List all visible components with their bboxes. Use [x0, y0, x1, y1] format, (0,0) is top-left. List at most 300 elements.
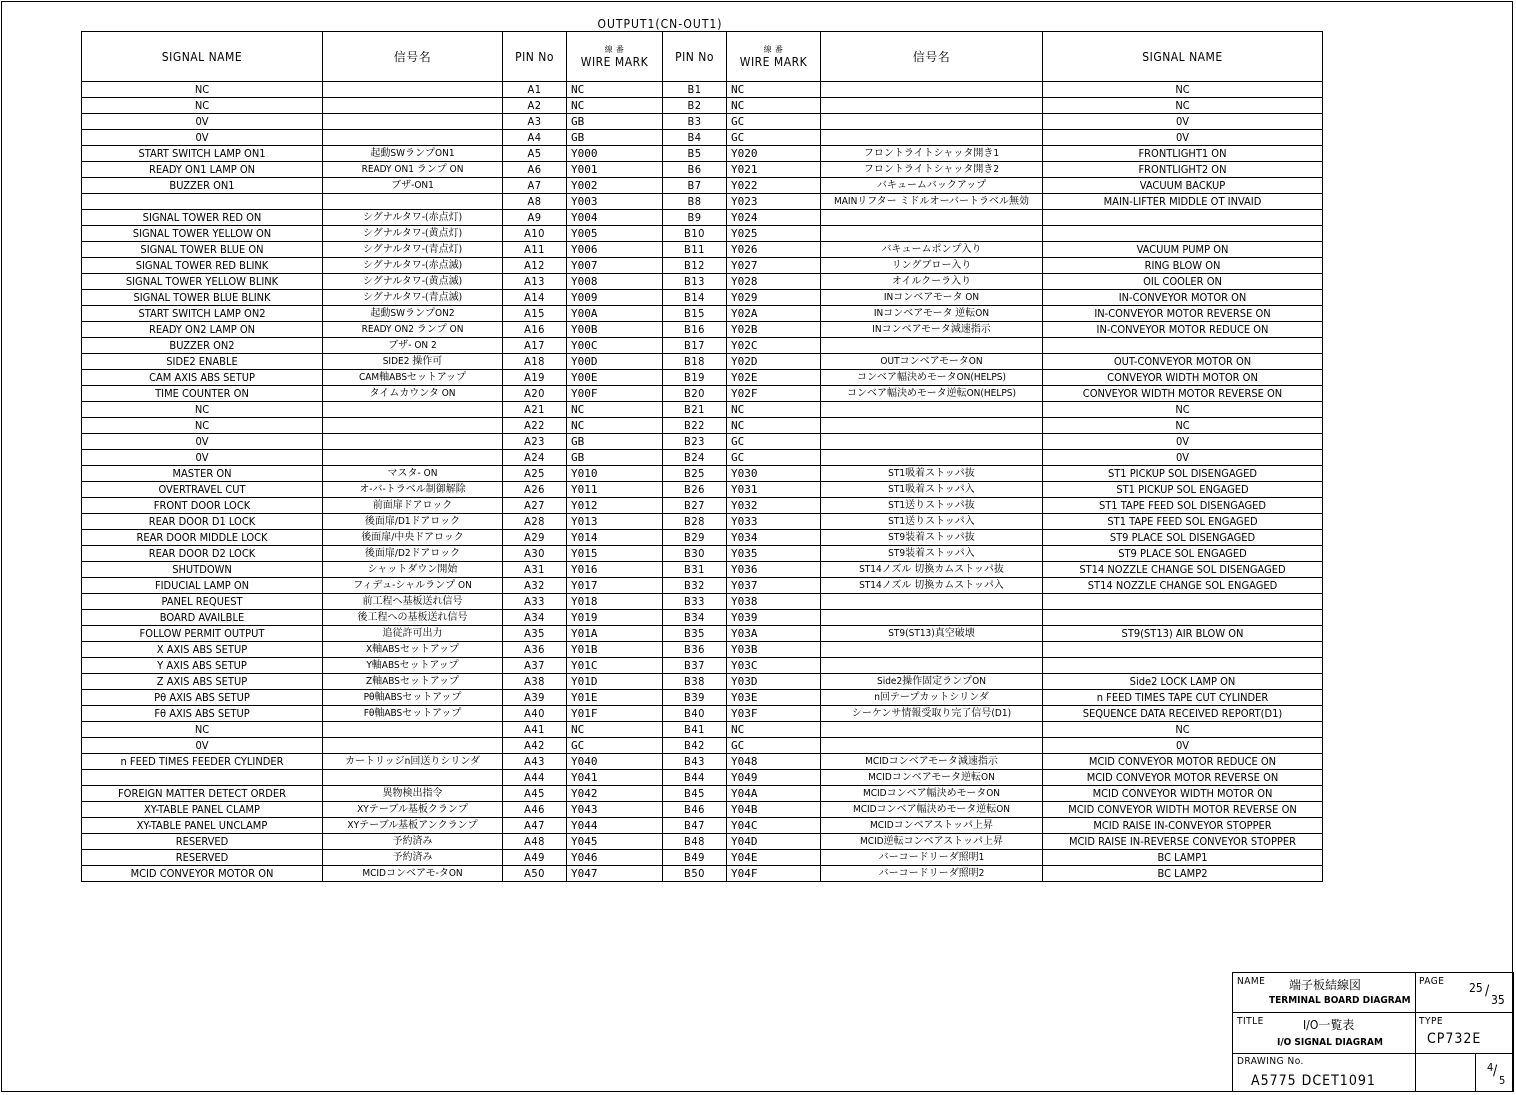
cell-signal-name-left: OVERTRAVEL CUT — [82, 482, 323, 498]
cell-pin-b: B43 — [663, 754, 727, 770]
cell-pin-b: B29 — [663, 530, 727, 546]
header-signal-name-right: SIGNAL NAME — [1043, 32, 1323, 82]
cell-pin-a: A20 — [503, 386, 567, 402]
cell-wire-mark-b: NC — [727, 418, 821, 434]
cell-wire-mark-b: Y02C — [727, 338, 821, 354]
cell-signal-name-left: 0V — [82, 130, 323, 146]
cell-wire-mark-a: Y006 — [567, 242, 663, 258]
title-block — [1232, 972, 1514, 1092]
cell-jp-name-left: 後面扉/D2ドアロック — [323, 546, 503, 562]
cell-wire-mark-a: Y012 — [567, 498, 663, 514]
cell-signal-name-left: NC — [82, 98, 323, 114]
cell-signal-name-right: ST1 TAPE FEED SOL ENGAGED — [1043, 514, 1323, 530]
cell-jp-name-right — [821, 738, 1043, 754]
cell-jp-name-left: Fθ軸ABSセットアップ — [323, 706, 503, 722]
cell-pin-a: A8 — [503, 194, 567, 210]
cell-wire-mark-b: Y03D — [727, 674, 821, 690]
cell-jp-name-right: バキュームポンプ入り — [821, 242, 1043, 258]
cell-jp-name-right — [821, 610, 1043, 626]
table-row — [82, 194, 1323, 210]
cell-wire-mark-b: Y049 — [727, 770, 821, 786]
cell-signal-name-left: NC — [82, 402, 323, 418]
cell-signal-name-left: FOLLOW PERMIT OUTPUT — [82, 626, 323, 642]
table-row — [82, 642, 1323, 658]
cell-jp-name-right: フロントライトシャッタ開き1 — [821, 146, 1043, 162]
cell-signal-name-left: Z AXIS ABS SETUP — [82, 674, 323, 690]
cell-jp-name-right — [821, 98, 1043, 114]
table-row — [82, 706, 1323, 722]
cell-pin-b: B27 — [663, 498, 727, 514]
cell-pin-a: A45 — [503, 786, 567, 802]
table-row — [82, 738, 1323, 754]
table-row — [82, 498, 1323, 514]
cell-wire-mark-b: GC — [727, 434, 821, 450]
cell-jp-name-left: シグナルタワ-(赤点灯) — [323, 210, 503, 226]
page-total: 35 — [1491, 993, 1505, 1007]
cell-signal-name-left: START SWITCH LAMP ON2 — [82, 306, 323, 322]
cell-signal-name-left: Y AXIS ABS SETUP — [82, 658, 323, 674]
cell-signal-name-right: IN-CONVEYOR MOTOR REDUCE ON — [1043, 322, 1323, 338]
cell-pin-b: B30 — [663, 546, 727, 562]
cell-jp-name-left: 起動SWランプON1 — [323, 146, 503, 162]
cell-pin-b: B7 — [663, 178, 727, 194]
cell-signal-name-left: SIGNAL TOWER RED ON — [82, 210, 323, 226]
cell-jp-name-right: OUTコンベアモータON — [821, 354, 1043, 370]
cell-signal-name-left: XY-TABLE PANEL CLAMP — [82, 802, 323, 818]
cell-pin-b: B47 — [663, 818, 727, 834]
cell-jp-name-right — [821, 130, 1043, 146]
cell-signal-name-right: ST9 PLACE SOL DISENGAGED — [1043, 530, 1323, 546]
header-jp-name-right: 信号名 — [821, 32, 1043, 82]
cell-jp-name-left: XYテーブル基板クランプ — [323, 802, 503, 818]
cell-signal-name-left: MASTER ON — [82, 466, 323, 482]
cell-signal-name-right: 0V — [1043, 434, 1323, 450]
cell-signal-name-left: MCID CONVEYOR MOTOR ON — [82, 866, 323, 882]
cell-signal-name-left: SIGNAL TOWER BLUE BLINK — [82, 290, 323, 306]
cell-signal-name-right: ST14 NOZZLE CHANGE SOL DISENGAGED — [1043, 562, 1323, 578]
cell-pin-a: A9 — [503, 210, 567, 226]
cell-pin-b: B36 — [663, 642, 727, 658]
cell-signal-name-right: MAIN-LIFTER MIDDLE OT INVAID — [1043, 194, 1323, 210]
cell-signal-name-right: Side2 LOCK LAMP ON — [1043, 674, 1323, 690]
cell-wire-mark-b: Y048 — [727, 754, 821, 770]
cell-jp-name-right: ST1送りストッパ抜 — [821, 498, 1043, 514]
cell-signal-name-left: RESERVED — [82, 850, 323, 866]
cell-jp-name-right: ST1吸着ストッパ抜 — [821, 466, 1043, 482]
cell-wire-mark-a: Y015 — [567, 546, 663, 562]
cell-pin-a: A34 — [503, 610, 567, 626]
cell-signal-name-left: FRONT DOOR LOCK — [82, 498, 323, 514]
table-row — [82, 530, 1323, 546]
cell-pin-b: B21 — [663, 402, 727, 418]
cell-wire-mark-b: Y02D — [727, 354, 821, 370]
cell-jp-name-left: READY ON2 ランプ ON — [323, 322, 503, 338]
cell-jp-name-left — [323, 770, 503, 786]
cell-jp-name-right: MCIDコンベアモータ減速指示 — [821, 754, 1043, 770]
cell-jp-name-right — [821, 722, 1043, 738]
cell-signal-name-right: RING BLOW ON — [1043, 258, 1323, 274]
cell-pin-b: B6 — [663, 162, 727, 178]
cell-signal-name-right: OUT-CONVEYOR MOTOR ON — [1043, 354, 1323, 370]
cell-pin-b: B38 — [663, 674, 727, 690]
cell-jp-name-left: MCIDコンベアモ-タON — [323, 866, 503, 882]
cell-wire-mark-b: Y02E — [727, 370, 821, 386]
cell-wire-mark-a: Y046 — [567, 850, 663, 866]
page-label: PAGE — [1419, 976, 1445, 987]
cell-jp-name-right: ST9(ST13)真空破壊 — [821, 626, 1043, 642]
cell-pin-b: B44 — [663, 770, 727, 786]
cell-signal-name-right — [1043, 226, 1323, 242]
cell-wire-mark-b: Y029 — [727, 290, 821, 306]
cell-signal-name-right — [1043, 658, 1323, 674]
cell-pin-b: B16 — [663, 322, 727, 338]
type-label: TYPE — [1419, 1016, 1444, 1027]
table-row — [82, 418, 1323, 434]
cell-wire-mark-a: GB — [567, 450, 663, 466]
cell-signal-name-left: n FEED TIMES FEEDER CYLINDER — [82, 754, 323, 770]
cell-signal-name-left: BUZZER ON2 — [82, 338, 323, 354]
cell-pin-a: A16 — [503, 322, 567, 338]
io-signal-table — [81, 31, 1323, 882]
cell-jp-name-right: バーコードリーダ照明2 — [821, 866, 1043, 882]
cell-jp-name-left — [323, 450, 503, 466]
table-header-row — [82, 32, 1323, 82]
sheet-total: 5 — [1499, 1074, 1506, 1087]
header-wire-mark-b — [727, 32, 821, 82]
table-row — [82, 546, 1323, 562]
cell-jp-name-left: 前工程へ基板送れ信号 — [323, 594, 503, 610]
cell-wire-mark-a: NC — [567, 722, 663, 738]
header-wire-mark-en-b: WIRE MARK — [739, 54, 808, 69]
cell-wire-mark-b: Y034 — [727, 530, 821, 546]
cell-pin-a: A31 — [503, 562, 567, 578]
table-row — [82, 674, 1323, 690]
cell-signal-name-left: READY ON1 LAMP ON — [82, 162, 323, 178]
cell-jp-name-left: XYテーブル基板アンクランプ — [323, 818, 503, 834]
cell-wire-mark-b: Y03B — [727, 642, 821, 658]
cell-jp-name-left: CAM軸ABSセットアップ — [323, 370, 503, 386]
cell-pin-a: A7 — [503, 178, 567, 194]
cell-signal-name-right: MCID CONVEYOR MOTOR REDUCE ON — [1043, 754, 1323, 770]
cell-jp-name-right: ST9装着ストッパ入 — [821, 546, 1043, 562]
table-row — [82, 402, 1323, 418]
table-row — [82, 178, 1323, 194]
cell-signal-name-right: FRONTLIGHT2 ON — [1043, 162, 1323, 178]
table-row — [82, 466, 1323, 482]
cell-pin-a: A22 — [503, 418, 567, 434]
table-row — [82, 226, 1323, 242]
cell-pin-a: A15 — [503, 306, 567, 322]
cell-signal-name-left: XY-TABLE PANEL UNCLAMP — [82, 818, 323, 834]
cell-pin-a: A35 — [503, 626, 567, 642]
cell-wire-mark-b: Y036 — [727, 562, 821, 578]
cell-signal-name-right: n FEED TIMES TAPE CUT CYLINDER — [1043, 690, 1323, 706]
cell-wire-mark-b: Y04A — [727, 786, 821, 802]
page-number: 25 — [1469, 981, 1483, 995]
cell-pin-a: A1 — [503, 82, 567, 98]
cell-pin-a: A50 — [503, 866, 567, 882]
cell-jp-name-right: n回テープカットシリンダ — [821, 690, 1043, 706]
cell-wire-mark-a: Y004 — [567, 210, 663, 226]
cell-signal-name-right: BC LAMP1 — [1043, 850, 1323, 866]
cell-jp-name-left: Pθ軸ABSセットアップ — [323, 690, 503, 706]
cell-signal-name-right — [1043, 642, 1323, 658]
cell-signal-name-right: MCID RAISE IN-REVERSE CONVEYOR STOPPER — [1043, 834, 1323, 850]
cell-pin-b: B24 — [663, 450, 727, 466]
cell-signal-name-left: READY ON2 LAMP ON — [82, 322, 323, 338]
cell-pin-a: A24 — [503, 450, 567, 466]
table-row — [82, 274, 1323, 290]
cell-jp-name-right: ST14ノズル 切換カムストッパ抜 — [821, 562, 1043, 578]
cell-wire-mark-b: Y02B — [727, 322, 821, 338]
cell-jp-name-right — [821, 658, 1043, 674]
drawing-number: A5775 DCET1091 — [1251, 1073, 1376, 1089]
table-row — [82, 482, 1323, 498]
table-row — [82, 130, 1323, 146]
cell-jp-name-right — [821, 338, 1043, 354]
cell-wire-mark-b: NC — [727, 82, 821, 98]
cell-wire-mark-b: Y04F — [727, 866, 821, 882]
cell-jp-name-right: リングブロー入り — [821, 258, 1043, 274]
cell-wire-mark-a: Y009 — [567, 290, 663, 306]
cell-pin-b: B12 — [663, 258, 727, 274]
table-row — [82, 866, 1323, 882]
cell-signal-name-left — [82, 770, 323, 786]
header-wire-mark-a — [567, 32, 663, 82]
cell-wire-mark-a: Y008 — [567, 274, 663, 290]
cell-wire-mark-b: Y04E — [727, 850, 821, 866]
cell-pin-a: A23 — [503, 434, 567, 450]
title-jp: I/O一覧表 — [1303, 1018, 1355, 1032]
cell-jp-name-right: MAINリフター ミドルオーバートラベル無効 — [821, 194, 1043, 210]
cell-pin-b: B23 — [663, 434, 727, 450]
cell-wire-mark-a: NC — [567, 418, 663, 434]
cell-wire-mark-a: Y045 — [567, 834, 663, 850]
cell-signal-name-right: 0V — [1043, 114, 1323, 130]
cell-signal-name-left: REAR DOOR D1 LOCK — [82, 514, 323, 530]
cell-wire-mark-a: Y01E — [567, 690, 663, 706]
cell-jp-name-left: SIDE2 操作可 — [323, 354, 503, 370]
cell-pin-b: B2 — [663, 98, 727, 114]
cell-jp-name-right — [821, 82, 1043, 98]
header-wire-mark-en-a: WIRE MARK — [580, 54, 649, 69]
cell-jp-name-right — [821, 450, 1043, 466]
cell-jp-name-left: ブザ-ON1 — [323, 178, 503, 194]
cell-signal-name-left: RESERVED — [82, 834, 323, 850]
cell-jp-name-right: フロントライトシャッタ開き2 — [821, 162, 1043, 178]
cell-wire-mark-a: Y007 — [567, 258, 663, 274]
table-row — [82, 578, 1323, 594]
title-block-divider-h2 — [1233, 1053, 1513, 1054]
cell-jp-name-right: INコンベアモータ ON — [821, 290, 1043, 306]
table-row — [82, 754, 1323, 770]
cell-pin-b: B19 — [663, 370, 727, 386]
cell-jp-name-right: MCID逆転コンベアストッパ上昇 — [821, 834, 1043, 850]
header-pin-no-a: PIN No — [503, 32, 567, 82]
cell-signal-name-left: X AXIS ABS SETUP — [82, 642, 323, 658]
cell-signal-name-right — [1043, 610, 1323, 626]
cell-signal-name-right: ST14 NOZZLE CHANGE SOL ENGAGED — [1043, 578, 1323, 594]
cell-wire-mark-a: Y01F — [567, 706, 663, 722]
cell-wire-mark-a: Y005 — [567, 226, 663, 242]
cell-pin-b: B11 — [663, 242, 727, 258]
header-wire-mark-jp-b: 線 番 — [763, 44, 784, 54]
table-row — [82, 850, 1323, 866]
cell-jp-name-right: ST14ノズル 切換カムストッパ入 — [821, 578, 1043, 594]
cell-wire-mark-b: Y031 — [727, 482, 821, 498]
cell-signal-name-left: BOARD AVAILBLE — [82, 610, 323, 626]
cell-signal-name-left: NC — [82, 82, 323, 98]
cell-signal-name-left: REAR DOOR MIDDLE LOCK — [82, 530, 323, 546]
cell-jp-name-left: 予約済み — [323, 834, 503, 850]
cell-jp-name-left: フィデュ-シャルランプ ON — [323, 578, 503, 594]
cell-jp-name-left: 後工程への基板送れ信号 — [323, 610, 503, 626]
cell-wire-mark-b: GC — [727, 450, 821, 466]
cell-wire-mark-b: Y027 — [727, 258, 821, 274]
cell-signal-name-left: NC — [82, 418, 323, 434]
cell-wire-mark-a: Y044 — [567, 818, 663, 834]
cell-signal-name-left — [82, 194, 323, 210]
cell-signal-name-right: 0V — [1043, 130, 1323, 146]
cell-jp-name-left: オ-バ-トラベル制御解除 — [323, 482, 503, 498]
cell-pin-b: B46 — [663, 802, 727, 818]
cell-signal-name-right: NC — [1043, 402, 1323, 418]
table-row — [82, 114, 1323, 130]
cell-pin-b: B15 — [663, 306, 727, 322]
cell-signal-name-right: MCID CONVEYOR MOTOR REVERSE ON — [1043, 770, 1323, 786]
cell-wire-mark-a: Y014 — [567, 530, 663, 546]
cell-signal-name-right — [1043, 210, 1323, 226]
cell-pin-a: A43 — [503, 754, 567, 770]
table-row — [82, 802, 1323, 818]
table-row — [82, 242, 1323, 258]
cell-wire-mark-a: Y000 — [567, 146, 663, 162]
cell-signal-name-left: TIME COUNTER ON — [82, 386, 323, 402]
cell-signal-name-right: 0V — [1043, 450, 1323, 466]
cell-signal-name-left: SIDE2 ENABLE — [82, 354, 323, 370]
table-row — [82, 818, 1323, 834]
cell-signal-name-right: MCID RAISE IN-CONVEYOR STOPPER — [1043, 818, 1323, 834]
cell-pin-b: B31 — [663, 562, 727, 578]
name-jp: 端子板結線図 — [1289, 978, 1362, 992]
cell-jp-name-left — [323, 130, 503, 146]
title-label: TITLE — [1237, 1016, 1264, 1027]
cell-jp-name-left — [323, 194, 503, 210]
cell-pin-a: A32 — [503, 578, 567, 594]
cell-signal-name-right: ST1 PICKUP SOL ENGAGED — [1043, 482, 1323, 498]
cell-pin-a: A6 — [503, 162, 567, 178]
cell-signal-name-right: ST1 TAPE FEED SOL DISENGAGED — [1043, 498, 1323, 514]
cell-pin-a: A27 — [503, 498, 567, 514]
table-row — [82, 98, 1323, 114]
header-pin-no-b: PIN No — [663, 32, 727, 82]
cell-jp-name-right: オイルクーラ入り — [821, 274, 1043, 290]
cell-jp-name-left — [323, 82, 503, 98]
cell-jp-name-right: ST1送りストッパ入 — [821, 514, 1043, 530]
cell-pin-a: A46 — [503, 802, 567, 818]
cell-signal-name-right: CONVEYOR WIDTH MOTOR REVERSE ON — [1043, 386, 1323, 402]
cell-wire-mark-a: Y016 — [567, 562, 663, 578]
cell-wire-mark-b: Y02F — [727, 386, 821, 402]
cell-pin-a: A39 — [503, 690, 567, 706]
cell-wire-mark-b: Y04B — [727, 802, 821, 818]
cell-wire-mark-a: NC — [567, 82, 663, 98]
cell-pin-b: B14 — [663, 290, 727, 306]
cell-wire-mark-a: Y00C — [567, 338, 663, 354]
cell-jp-name-right: ST1吸着ストッパ入 — [821, 482, 1043, 498]
cell-signal-name-right: NC — [1043, 98, 1323, 114]
cell-pin-b: B9 — [663, 210, 727, 226]
cell-pin-a: A17 — [503, 338, 567, 354]
cell-wire-mark-b: GC — [727, 114, 821, 130]
cell-signal-name-left: Fθ AXIS ABS SETUP — [82, 706, 323, 722]
table-row — [82, 594, 1323, 610]
cell-jp-name-left — [323, 722, 503, 738]
cell-wire-mark-b: Y03F — [727, 706, 821, 722]
cell-wire-mark-b: GC — [727, 738, 821, 754]
cell-jp-name-left: タイムカウンタ ON — [323, 386, 503, 402]
cell-wire-mark-a: Y011 — [567, 482, 663, 498]
drawing-label: DRAWING No. — [1237, 1056, 1304, 1067]
cell-wire-mark-a: GB — [567, 130, 663, 146]
cell-pin-b: B5 — [663, 146, 727, 162]
cell-pin-b: B39 — [663, 690, 727, 706]
cell-signal-name-left: 0V — [82, 114, 323, 130]
cell-pin-a: A3 — [503, 114, 567, 130]
cell-wire-mark-a: Y00E — [567, 370, 663, 386]
type-value: CP732E — [1427, 1031, 1482, 1047]
cell-wire-mark-b: NC — [727, 98, 821, 114]
cell-pin-a: A11 — [503, 242, 567, 258]
cell-pin-b: B42 — [663, 738, 727, 754]
table-row — [82, 722, 1323, 738]
cell-jp-name-right: MCIDコンベアモータ逆転ON — [821, 770, 1043, 786]
cell-wire-mark-b: NC — [727, 722, 821, 738]
cell-pin-b: B26 — [663, 482, 727, 498]
cell-jp-name-right — [821, 210, 1043, 226]
cell-wire-mark-a: Y00A — [567, 306, 663, 322]
cell-signal-name-right: OIL COOLER ON — [1043, 274, 1323, 290]
title-en: I/O SIGNAL DIAGRAM — [1277, 1037, 1383, 1048]
sheet-number: 4 — [1487, 1061, 1494, 1074]
cell-signal-name-left: PANEL REQUEST — [82, 594, 323, 610]
cell-signal-name-right: VACUUM PUMP ON — [1043, 242, 1323, 258]
cell-pin-a: A10 — [503, 226, 567, 242]
cell-jp-name-right: MCIDコンベア幅決めモータ逆転ON — [821, 802, 1043, 818]
title-block-divider-h1 — [1233, 1012, 1513, 1013]
cell-pin-a: A30 — [503, 546, 567, 562]
cell-wire-mark-a: Y01C — [567, 658, 663, 674]
cell-pin-a: A38 — [503, 674, 567, 690]
cell-wire-mark-b: Y026 — [727, 242, 821, 258]
table-row — [82, 562, 1323, 578]
cell-jp-name-right: INコンベアモータ 逆転ON — [821, 306, 1043, 322]
cell-wire-mark-b: Y020 — [727, 146, 821, 162]
cell-signal-name-right: IN-CONVEYOR MOTOR ON — [1043, 290, 1323, 306]
cell-signal-name-right: SEQUENCE DATA RECEIVED REPORT(D1) — [1043, 706, 1323, 722]
cell-pin-b: B4 — [663, 130, 727, 146]
cell-wire-mark-a: Y001 — [567, 162, 663, 178]
cell-jp-name-left: 追従許可出力 — [323, 626, 503, 642]
cell-wire-mark-a: Y00B — [567, 322, 663, 338]
sheet-slash: / — [1493, 1063, 1498, 1079]
cell-pin-a: A21 — [503, 402, 567, 418]
cell-wire-mark-b: Y025 — [727, 226, 821, 242]
cell-wire-mark-a: Y043 — [567, 802, 663, 818]
cell-wire-mark-b: Y028 — [727, 274, 821, 290]
cell-pin-b: B25 — [663, 466, 727, 482]
cell-pin-b: B10 — [663, 226, 727, 242]
